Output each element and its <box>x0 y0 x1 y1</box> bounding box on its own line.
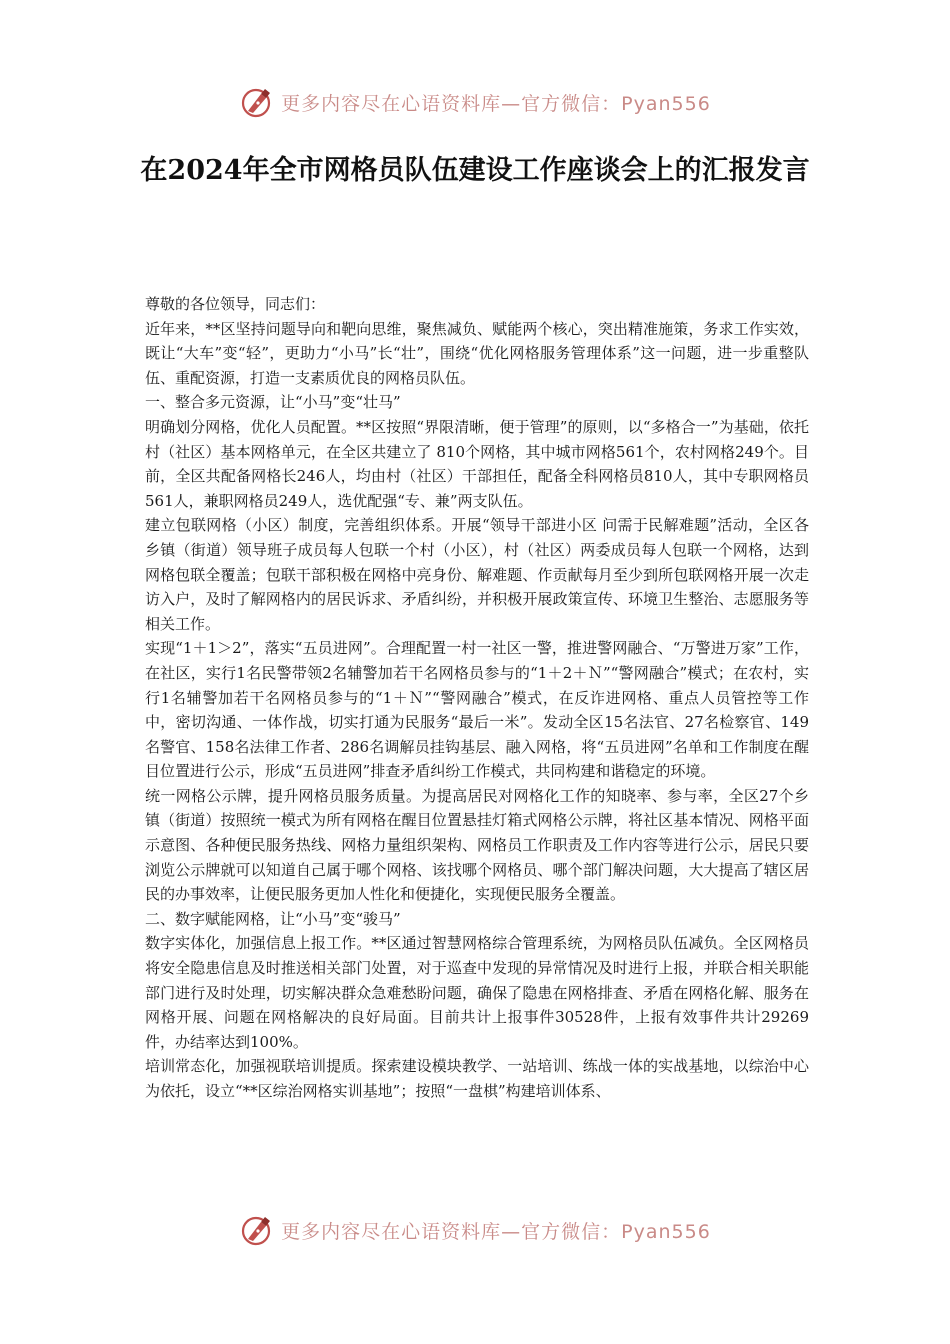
document-title: 在2024年全市网格员队伍建设工作座谈会上的汇报发言 <box>140 155 810 186</box>
body-paragraph: 培训常态化，加强视联培训提质。探索建设模块教学、一站培训、练战一体的实战基地，以综治中心为依托，设立“**区综治网格实训基地”；按照“一盘棋”构建培训体系、 <box>145 1057 809 1100</box>
watermark-text: 更多内容尽在心语资料库—官方微信：Pyan556 <box>281 1220 711 1243</box>
pen-nib-logo-icon <box>239 1212 275 1248</box>
body-paragraph: 统一网格公示牌，提升网格员服务质量。为提高居民对网格化工作的知晓率、参与率，全区27个乡镇（街道）按照统一模式为所有网格在醒目位置悬挂灯箱式网格公示牌，将社区基本情况、网格平面示意图、各种便民服务热线、网格力量组织架构、网格员工作职责及工作内容等进行公示，居民只要浏览公示牌就可以知道自己属于哪个网格、该找哪个网格员、哪个部门解决问题，大大提高了辖区居民的办事效率，让便民服务更加人性化和便捷化，实现便民服务全覆盖。 <box>145 786 809 904</box>
document-body <box>145 292 809 1104</box>
body-paragraph: 实现“1＋1＞2”，落实“五员进网”。合理配置一村一社区一警，推进警网融合、“万警进万家”工作，在社区，实行1名民警带领2名辅警加若干名网格员参与的“1＋2＋Ｎ”“警网融合”模式；在农村，实行1名辅警加若干名网格员参与的“1＋Ｎ”“警网融合”模式，在反诈进网格、重点人员管控等工作中，密切沟通、一体作战，切实打通为民服务“最后一米”。发动全区15名法官、27名检察官、149名警官、158名法律工作者、286名调解员挂钩基层、融入网格，将“五员进网”名单和工作制度在醒目位置进行公示，形成“五员进网”排查矛盾纠纷工作模式，共同构建和谐稳定的环境。 <box>145 639 809 781</box>
section-heading-1: 一、整合多元资源，让“小马”变“壮马” <box>145 393 401 412</box>
intro-paragraph: 近年来，**区坚持问题导向和靶向思维，聚焦减负、赋能两个核心，突出精准施策，务求工作实效，既让“大车”变“轻”，更助力“小马”长“壮”，围绕“优化网格服务管理体系”这一问题，进一步重整队伍、重配资源，打造一支素质优良的网格员队伍。 <box>145 319 809 387</box>
watermark-text: 更多内容尽在心语资料库—官方微信：Pyan556 <box>281 92 711 115</box>
body-paragraph: 明确划分网格，优化人员配置。**区按照“界限清晰，便于管理”的原则，以“多格合一”为基础，依托村（社区）基本网格单元，在全区共建立了 810个网格，其中城市网格561个，农村网格249个。目前，全区共配备网格长246人，均由村（社区）干部担任，配备全科网格员810人，其中专职网格员561人，兼职网格员249人，选优配强“专、兼”两支队伍。 <box>145 417 809 510</box>
salutation: 尊敬的各位领导，同志们： <box>145 295 326 313</box>
body-paragraph: 建立包联网格（小区）制度，完善组织体系。开展“领导干部进小区 问需于民解难题”活动，全区各乡镇（街道）领导班子成员每人包联一个村（小区），村（社区）两委成员每人包联一个网格，达到网格包联全覆盖；包联干部积极在网格中亮身份、解难题、作贡献每月至少到所包联网格开展一次走访入户，及时了解网格内的居民诉求、矛盾纠纷，并积极开展政策宣传、环境卫生整治、志愿服务等相关工作。 <box>145 516 809 633</box>
body-paragraph: 数字实体化，加强信息上报工作。**区通过智慧网格综合管理系统，为网格员队伍减负。全区网格员将安全隐患信息及时推送相关部门处置，对于巡查中发现的异常情况及时进行上报，并联合相关职能部门进行及时处理，切实解决群众急难愁盼问题，确保了隐患在网格排查、矛盾在网格化解、服务在网格开展、问题在网格解决的良好局面。目前共计上报事件30528件，上报有效事件共计29269件，办结率达到100%。 <box>145 934 809 1051</box>
pen-nib-logo-icon <box>239 84 275 120</box>
watermark-banner-top <box>0 80 950 124</box>
section-heading-2: 二、数字赋能网格，让“小马”变“骏马” <box>145 909 401 928</box>
watermark-banner-bottom <box>0 1208 950 1252</box>
